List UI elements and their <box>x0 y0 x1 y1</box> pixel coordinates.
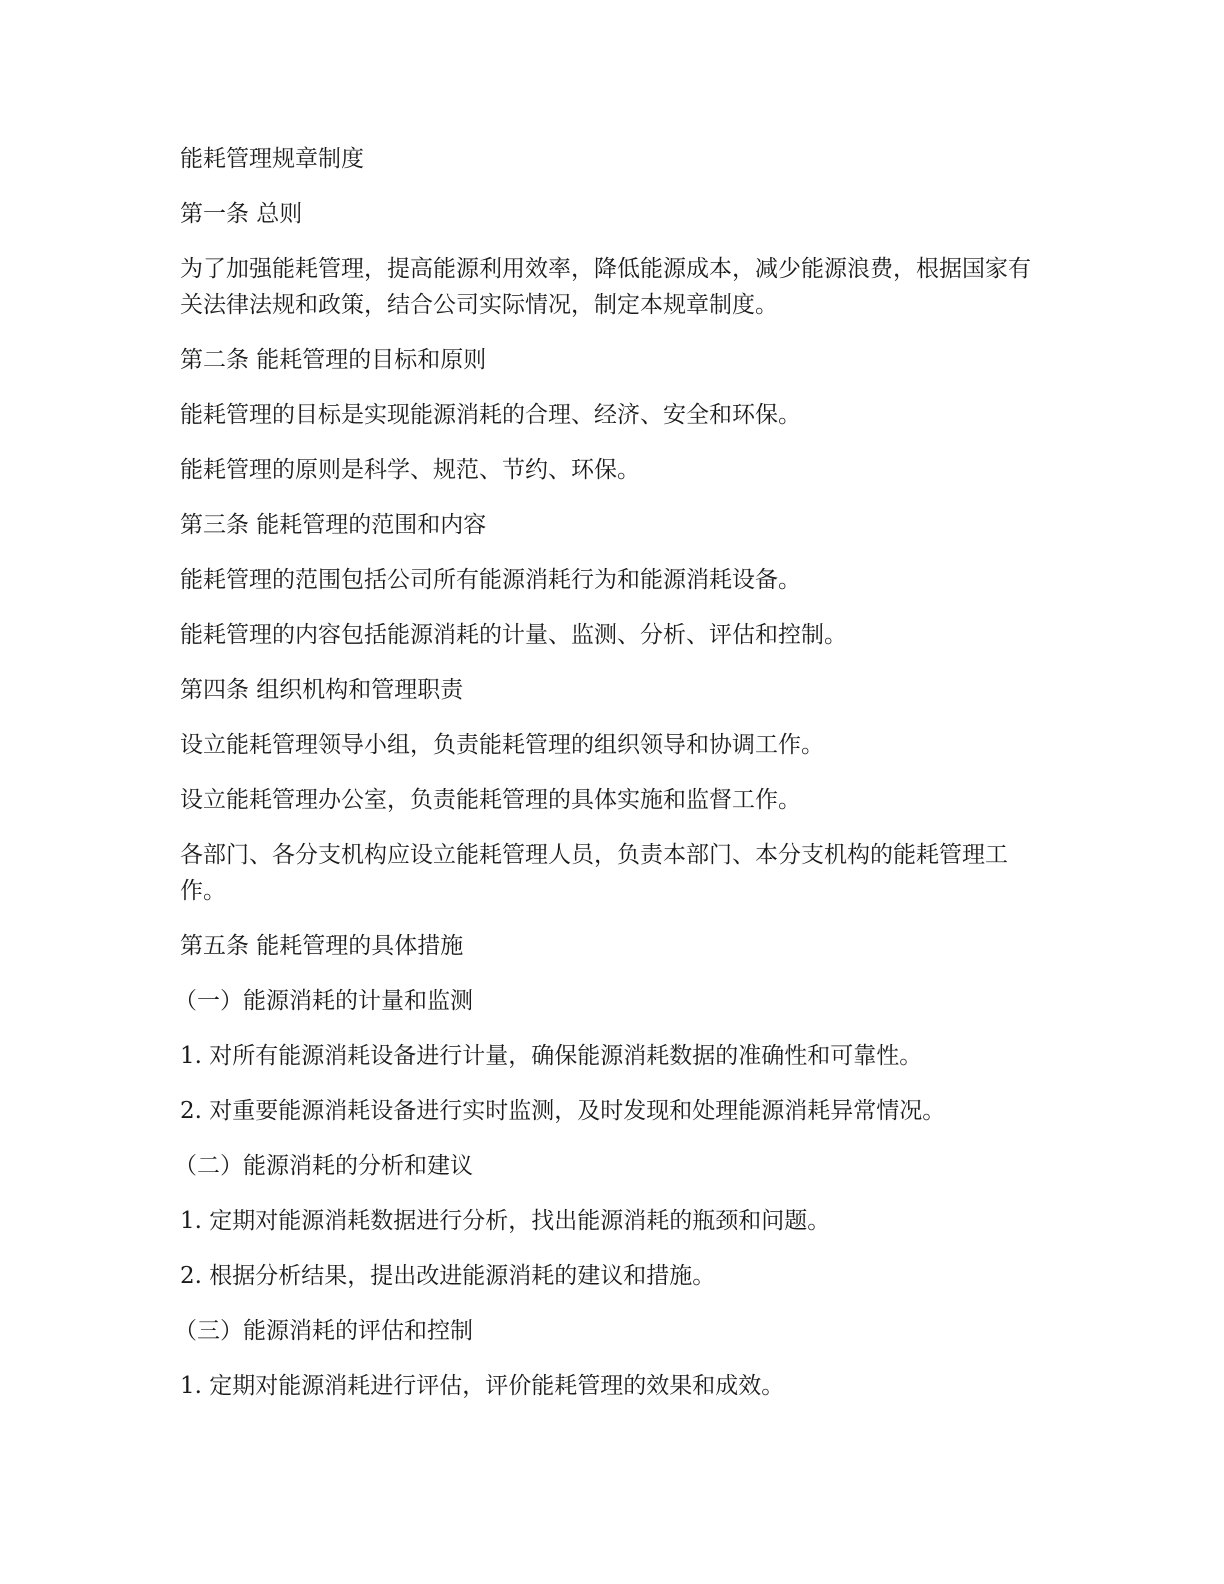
article-3-heading: 第三条 能耗管理的范围和内容 <box>180 512 487 538</box>
article-4-heading: 第四条 组织机构和管理职责 <box>180 677 464 703</box>
article-4-paragraph-3: 各部门、各分支机构应设立能耗管理人员，负责本部门、本分支机构的能耗管理工作。 <box>180 842 1008 904</box>
article-4-paragraph-2: 设立能耗管理办公室，负责能耗管理的具体实施和监督工作。 <box>180 787 801 813</box>
article-3-paragraph-2: 能耗管理的内容包括能源消耗的计量、监测、分析、评估和控制。 <box>180 622 847 648</box>
article-2-paragraph-1: 能耗管理的目标是实现能源消耗的合理、经济、安全和环保。 <box>180 402 801 428</box>
section-2-heading: （二）能源消耗的分析和建议 <box>174 1153 473 1179</box>
article-4-paragraph-1: 设立能耗管理领导小组，负责能耗管理的组织领导和协调工作。 <box>180 732 824 758</box>
article-2-paragraph-2: 能耗管理的原则是科学、规范、节约、环保。 <box>180 457 640 483</box>
section-2-item-1: 1. 定期对能源消耗数据进行分析，找出能源消耗的瓶颈和问题。 <box>180 1208 831 1234</box>
article-2-heading: 第二条 能耗管理的目标和原则 <box>180 347 487 373</box>
article-1-paragraph: 为了加强能耗管理，提高能源利用效率，降低能源成本，减少能源浪费，根据国家有关法律法规和政策，结合公司实际情况，制定本规章制度。 <box>180 256 1031 318</box>
article-1-heading: 第一条 总则 <box>180 201 303 227</box>
article-3-paragraph-1: 能耗管理的范围包括公司所有能源消耗行为和能源消耗设备。 <box>180 567 801 593</box>
document-body <box>174 141 1044 1423</box>
section-1-heading: （一）能源消耗的计量和监测 <box>174 988 473 1014</box>
section-3-heading: （三）能源消耗的评估和控制 <box>174 1318 473 1344</box>
section-2-item-2: 2. 根据分析结果，提出改进能源消耗的建议和措施。 <box>180 1263 716 1289</box>
section-1-item-2: 2. 对重要能源消耗设备进行实时监测，及时发现和处理能源消耗异常情况。 <box>180 1098 946 1124</box>
section-1-item-1: 1. 对所有能源消耗设备进行计量，确保能源消耗数据的准确性和可靠性。 <box>180 1043 923 1069</box>
document-title: 能耗管理规章制度 <box>180 146 364 172</box>
section-3-item-1: 1. 定期对能源消耗进行评估，评价能耗管理的效果和成效。 <box>180 1373 785 1399</box>
article-5-heading: 第五条 能耗管理的具体措施 <box>180 933 464 959</box>
